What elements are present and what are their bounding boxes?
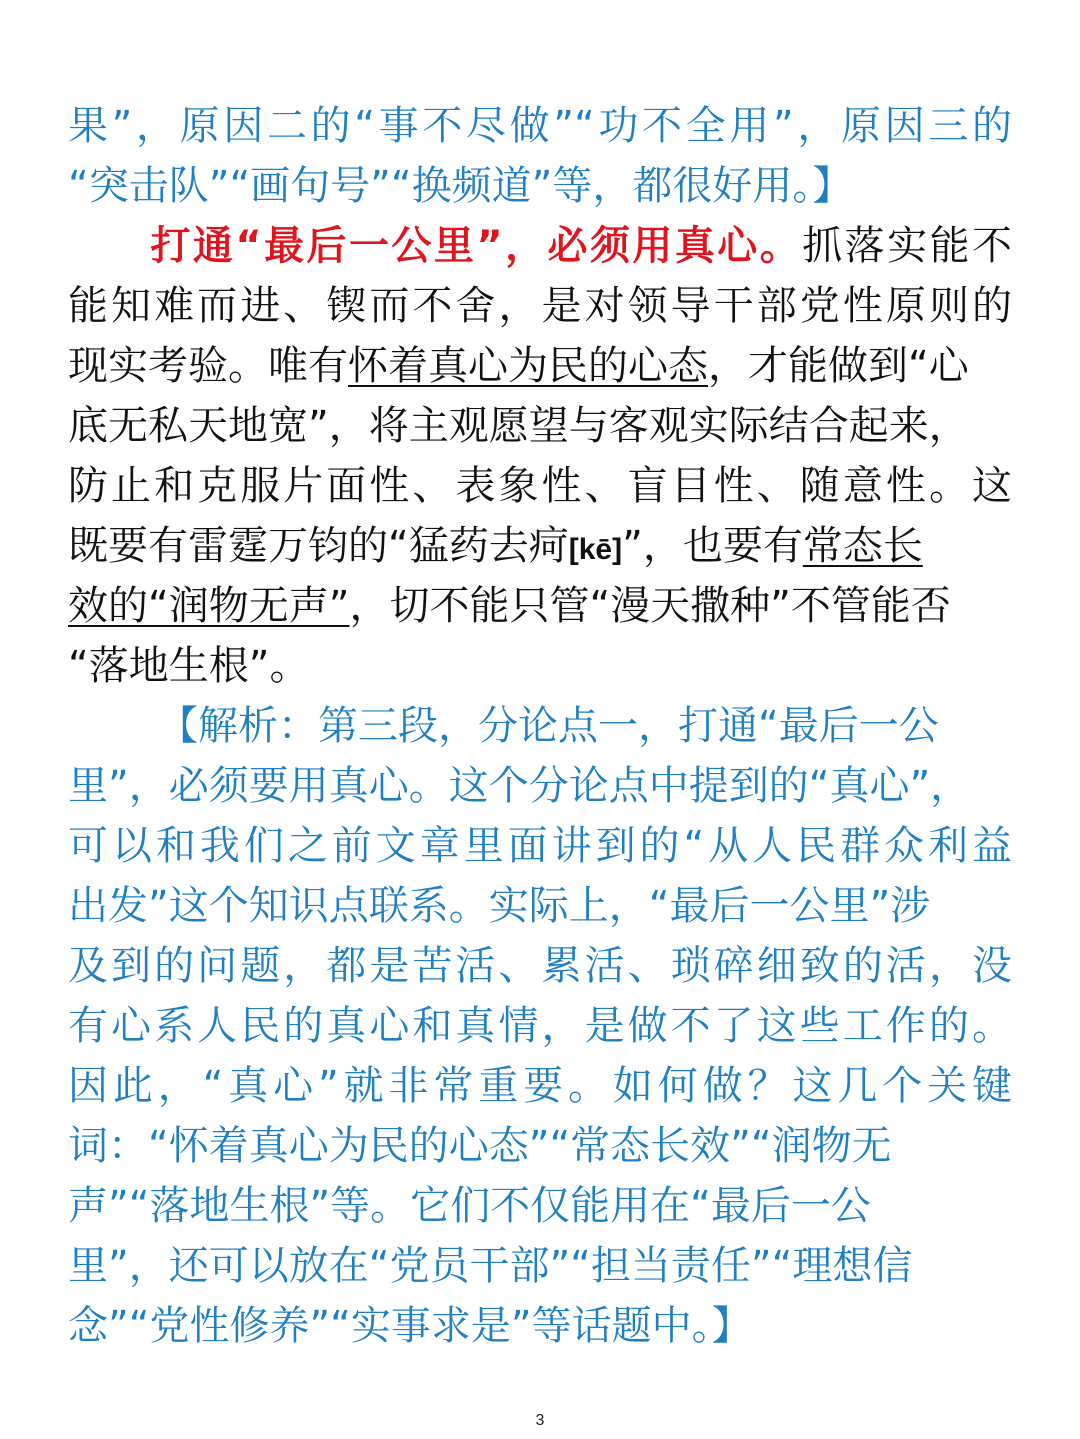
analysis-line-7: 因此，“真心”就非常重要。如何做？这几个关键 — [68, 1063, 1012, 1109]
underlined-phrase-1: 怀着真心为民的心态 — [348, 343, 708, 389]
main-line-4: 底无私天地宽”，将主观愿望与客观实际结合起来， — [68, 403, 969, 449]
analysis-line-8: 词：“怀着真心为民的心态”“常态长效”“润物无 — [68, 1123, 892, 1169]
main-line-5: 防止和克服片面性、表象性、盲目性、随意性。这 — [68, 463, 1012, 509]
analysis-line-5: 及到的问题，都是苦活、累活、琐碎细致的活，没 — [68, 943, 1012, 989]
analysis-line-2: 里”，必须要用真心。这个分论点中提到的“真心”， — [68, 763, 971, 809]
pinyin-annotation: [kē] — [568, 533, 623, 566]
analysis-line-4: 出发”这个知识点联系。实际上，“最后一公里”涉 — [68, 883, 931, 929]
main-line-3-a: 现实考验。唯有 — [68, 343, 348, 389]
main-line-7 — [68, 578, 1012, 636]
underlined-phrase-2b: 效的“润物无声” — [68, 583, 350, 629]
main-line-1-tail: 抓落实能不 — [802, 223, 1012, 269]
analysis-line-10: 里”，还可以放在“党员干部”“担当责任”“理想信 — [68, 1243, 913, 1289]
main-line-6-a: 既要有雷霆万钧的“猛药去疴 — [68, 523, 569, 569]
analysis-line-6: 有心系人民的真心和真情，是做不了这些工作的。 — [68, 1003, 1012, 1049]
page-number: 3 — [535, 1412, 545, 1429]
main-line-6-b: ”，也要有 — [622, 523, 803, 569]
sub-argument-heading: 打通“最后一公里”，必须用真心。 — [148, 223, 803, 269]
main-line-8: “落地生根”。 — [68, 643, 310, 689]
analysis-line-1: 【解析：第三段，分论点一，打通“最后一公 — [158, 703, 939, 749]
analysis-line-9: 声”“落地生根”等。它们不仅能用在“最后一公 — [68, 1183, 871, 1229]
lead-line-2: “突击队”“画句号”“换频道”等，都很好用。】 — [68, 163, 853, 209]
main-line-7-b: ，切不能只管“漫天撒种”不管能否 — [349, 583, 951, 629]
lead-line-1: 果”，原因二的“事不尽做”“功不全用”，原因三的 — [68, 103, 1012, 149]
analysis-line-3: 可以和我们之前文章里面讲到的“从人民群众利益 — [68, 823, 1012, 869]
main-line-6 — [68, 518, 1012, 576]
main-line-2: 能知难而进、锲而不舍，是对领导干部党性原则的 — [68, 283, 1012, 329]
underlined-phrase-2a: 常态长 — [802, 523, 923, 569]
main-line-1 — [68, 218, 1012, 276]
analysis-line-11: 念”“党性修养”“实事求是”等话题中。】 — [68, 1303, 752, 1349]
main-line-3 — [68, 338, 1012, 396]
main-line-3-b: ，才能做到“心 — [708, 343, 969, 389]
